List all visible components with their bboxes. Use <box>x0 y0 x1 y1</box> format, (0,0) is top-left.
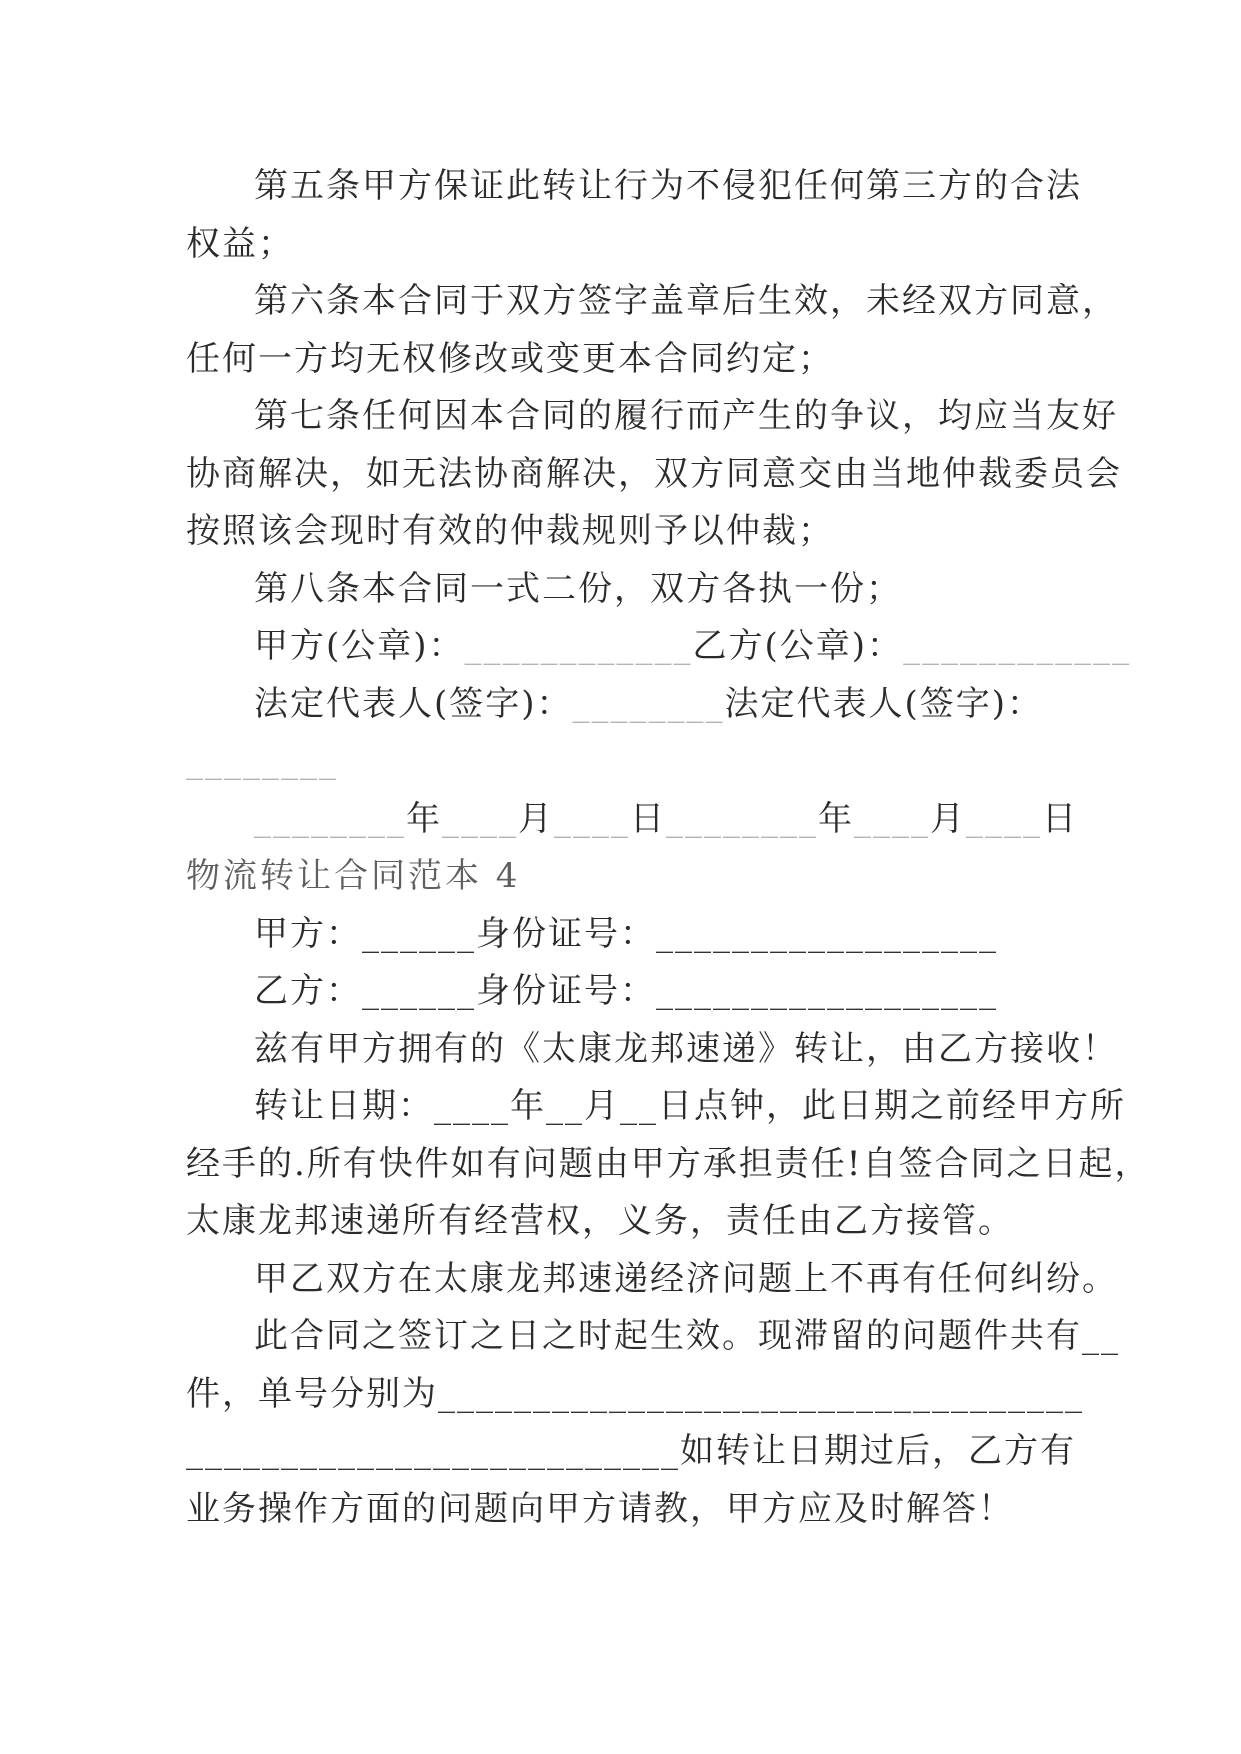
blank-underscore: ____________ <box>903 626 1132 666</box>
text-line <box>186 388 1181 446</box>
text-line <box>186 791 1181 849</box>
text-segment: 年 <box>818 798 854 839</box>
text-segment: 协商解决，如无法协商解决，双方同意交由当地仲裁委员会 <box>186 453 1122 494</box>
blank-underscore: ________ <box>186 741 338 781</box>
blank-underscore: ________ <box>666 798 818 839</box>
text-segment: 甲方(公章)： <box>254 626 465 666</box>
text-line <box>186 503 1181 561</box>
text-segment: 件，单号分别为 <box>186 1373 438 1414</box>
blank-underscore: ____ <box>554 798 630 839</box>
text-segment: 第七条任何因本合同的履行而产生的争议，均应当友好 <box>254 396 1118 436</box>
text-line <box>186 676 1181 734</box>
text-line <box>186 1481 1181 1539</box>
text-segment: 此合同之签订之日之时起生效。现滞留的问题件共有 <box>254 1316 1082 1356</box>
text-segment: 乙方： <box>254 971 362 1011</box>
text-line <box>186 1193 1181 1251</box>
text-line <box>186 1423 1181 1481</box>
text-segment: 甲乙双方在太康龙邦速递经济问题上不再有任何纠纷。 <box>254 1258 1118 1299</box>
blank-underscore: ________ <box>572 683 725 724</box>
text-line <box>186 1366 1181 1424</box>
text-segment: 权益； <box>186 223 294 264</box>
text-segment: 月 <box>584 1086 620 1126</box>
blank-underscore: ____ <box>442 798 518 839</box>
text-segment: 年 <box>406 798 442 839</box>
blank-underscore: ____________ <box>464 626 693 666</box>
blank-underscore: ____ <box>434 1086 510 1126</box>
text-line <box>186 1078 1181 1136</box>
text-segment: 日点钟，此日期之前经甲方所 <box>658 1086 1126 1126</box>
text-line <box>186 1308 1181 1366</box>
text-segment: 年 <box>510 1086 546 1126</box>
section-title <box>186 848 1181 906</box>
text-line <box>186 158 1181 216</box>
blank-underscore: __________________________________ <box>438 1373 1084 1414</box>
blank-underscore: __________________ <box>656 971 998 1011</box>
text-line <box>186 446 1181 504</box>
text-segment: 太康龙邦速递所有经营权，义务，责任由乙方接管。 <box>186 1201 1014 1241</box>
text-line <box>186 618 1181 676</box>
text-segment: 第六条本合同于双方签字盖章后生效，未经双方同意， <box>254 281 1118 321</box>
text-segment: 按照该会现时有效的仲裁规则予以仲裁； <box>186 511 834 551</box>
blank-underscore: ________ <box>254 798 406 839</box>
text-line <box>186 273 1181 331</box>
text-segment: 业务操作方面的问题向甲方请教，甲方应及时解答！ <box>186 1488 1014 1529</box>
blank-underscore: __ <box>1082 1316 1120 1356</box>
text-segment: 任何一方均无权修改或变更本合同约定； <box>186 338 834 379</box>
text-segment: 月 <box>930 798 966 839</box>
text-line <box>186 1251 1181 1309</box>
blank-underscore: __ <box>546 1086 584 1126</box>
text-segment: 乙方(公章)： <box>692 626 904 666</box>
text-segment: 法定代表人(签字)： <box>254 683 573 724</box>
blank-underscore: __________________ <box>656 913 998 954</box>
text-segment: 甲方： <box>254 913 362 954</box>
text-segment: 日 <box>630 798 666 839</box>
text-line <box>186 1136 1181 1194</box>
text-segment: 转让日期： <box>254 1086 434 1126</box>
text-line <box>186 216 1181 274</box>
text-line <box>186 1021 1181 1079</box>
blank-underscore: __________________________ <box>186 1431 680 1471</box>
text-line <box>186 963 1181 1021</box>
blank-underscore: ______ <box>362 971 476 1011</box>
text-segment: 经手的.所有快件如有问题由甲方承担责任!自签合同之日起， <box>186 1143 1151 1184</box>
text-segment: 法定代表人(签字)： <box>724 683 1044 724</box>
text-line <box>186 906 1181 964</box>
text-segment: 兹有甲方拥有的《太康龙邦速递》转让，由乙方接收！ <box>254 1028 1118 1069</box>
text-line <box>186 331 1181 389</box>
blank-underscore: ____ <box>854 798 930 839</box>
blank-underscore: __ <box>620 1086 658 1126</box>
text-segment: 身份证号： <box>476 913 656 954</box>
blank-underscore: ____ <box>966 798 1042 839</box>
text-segment: 日 <box>1042 798 1078 839</box>
text-segment: 第五条甲方保证此转让行为不侵犯任何第三方的合法 <box>254 166 1082 206</box>
text-segment: 物流转让合同范本 4 <box>186 856 521 896</box>
text-segment: 月 <box>518 798 554 839</box>
blank-underscore: ______ <box>362 913 476 954</box>
text-segment: 如转让日期过后，乙方有 <box>680 1431 1076 1471</box>
text-segment: 身份证号： <box>476 971 656 1011</box>
text-line <box>186 561 1181 619</box>
text-segment: 第八条本合同一式二份，双方各执一份； <box>254 568 902 609</box>
text-line <box>186 733 1181 791</box>
